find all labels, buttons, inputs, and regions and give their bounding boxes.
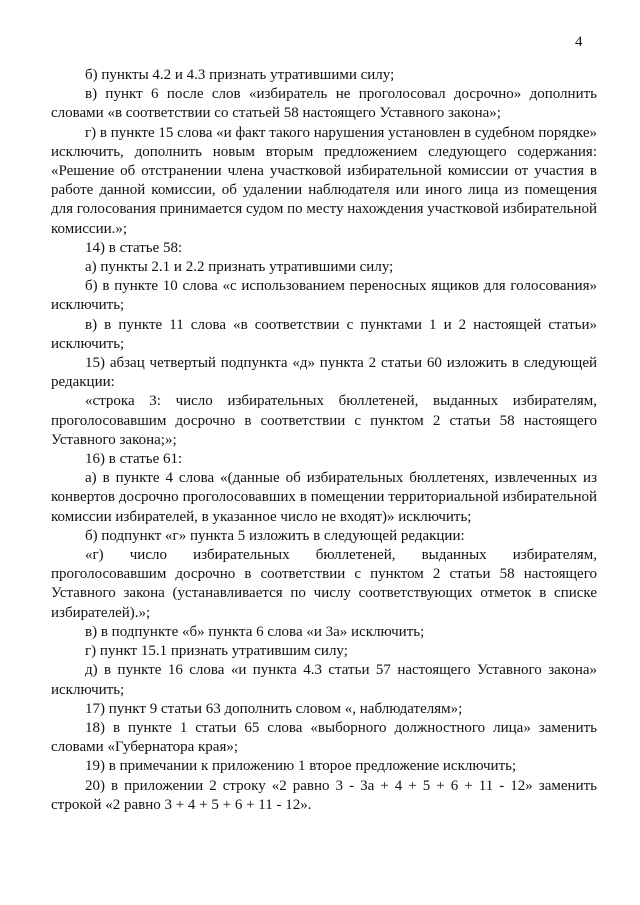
paragraph: 20) в приложении 2 строку «2 равно 3 - 3а + 4 + 5 + 6 + 11 - 12» заменить строкой «2 равно 3 + 4 + 5 + 6 + 11 - 12». (51, 777, 597, 813)
page-number: 4 (575, 34, 583, 50)
paragraph: в) в подпункте «б» пункта 6 слова «и 3а» исключить; (85, 623, 425, 640)
paragraph: г) в пункте 15 слова «и факт такого нарушения установлен в судебном порядке» исключить, дополнить новым вторым предложением следующего содержания: «Решение об отстранении члена участковой избирательной комиссии от участия в работе данной комиссии, об удалении наблюдателя или иного лица из помещения для голосования принимается судом по месту нахождения участковой избирательной комиссии.»; (51, 124, 597, 237)
paragraph: «строка 3: число избирательных бюллетеней, выданных избирателям, проголосовавшим досрочно в соответствии с пунктом 2 статьи 58 настоящего Уставного закона;»; (51, 393, 597, 448)
paragraph: в) в пункте 11 слова «в соответствии с пунктами 1 и 2 настоящей статьи» исключить; (51, 316, 597, 352)
paragraph: 16) в статье 61: (85, 451, 183, 468)
paragraph: б) пункты 4.2 и 4.3 признать утратившими силу; (85, 67, 395, 83)
document-body (51, 66, 597, 815)
paragraph: а) в пункте 4 слова «(данные об избирательных бюллетенях, извлеченных из конвертов досрочно проголосовавших в помещении территориальной избирательной комиссии избирателей, в указанное число не входят)» исключить; (51, 470, 597, 525)
paragraph: «г) число избирательных бюллетеней, выданных избирателям, проголосовавшим досрочно в соответствии с пунктом 2 статьи 58 настоящего Уставного закона (устанавливается по числу соответствующих отметок в списке избирателей).»; (51, 547, 597, 621)
paragraph: 14) в статье 58: (85, 239, 183, 256)
paragraph: 15) абзац четвертый подпункта «д» пункта 2 статьи 60 изложить в следующей редакции: (51, 355, 597, 391)
paragraph: б) в пункте 10 слова «с использованием переносных ящиков для голосования» исключить; (51, 278, 597, 314)
paragraph: а) пункты 2.1 и 2.2 признать утратившими силу; (85, 259, 394, 276)
paragraph: 18) в пункте 1 статьи 65 слова «выборного должностного лица» заменить словами «Губернатора края»; (51, 719, 597, 756)
paragraph: 19) в примечании к приложению 1 второе предложение исключить; (85, 758, 517, 775)
paragraph: г) пункт 15.1 признать утратившим силу; (85, 643, 348, 660)
paragraph: д) в пункте 16 слова «и пункта 4.3 статьи 57 настоящего Уставного закона» исключить; (51, 662, 597, 698)
paragraph: в) пункт 6 после слов «избиратель не проголосовал досрочно» дополнить словами «в соответствии со статьей 58 настоящего Уставного закона»; (51, 86, 597, 122)
paragraph: б) подпункт «г» пункта 5 изложить в следующей редакции: (85, 527, 465, 544)
paragraph: 17) пункт 9 статьи 63 дополнить словом «, наблюдателям»; (85, 700, 463, 717)
